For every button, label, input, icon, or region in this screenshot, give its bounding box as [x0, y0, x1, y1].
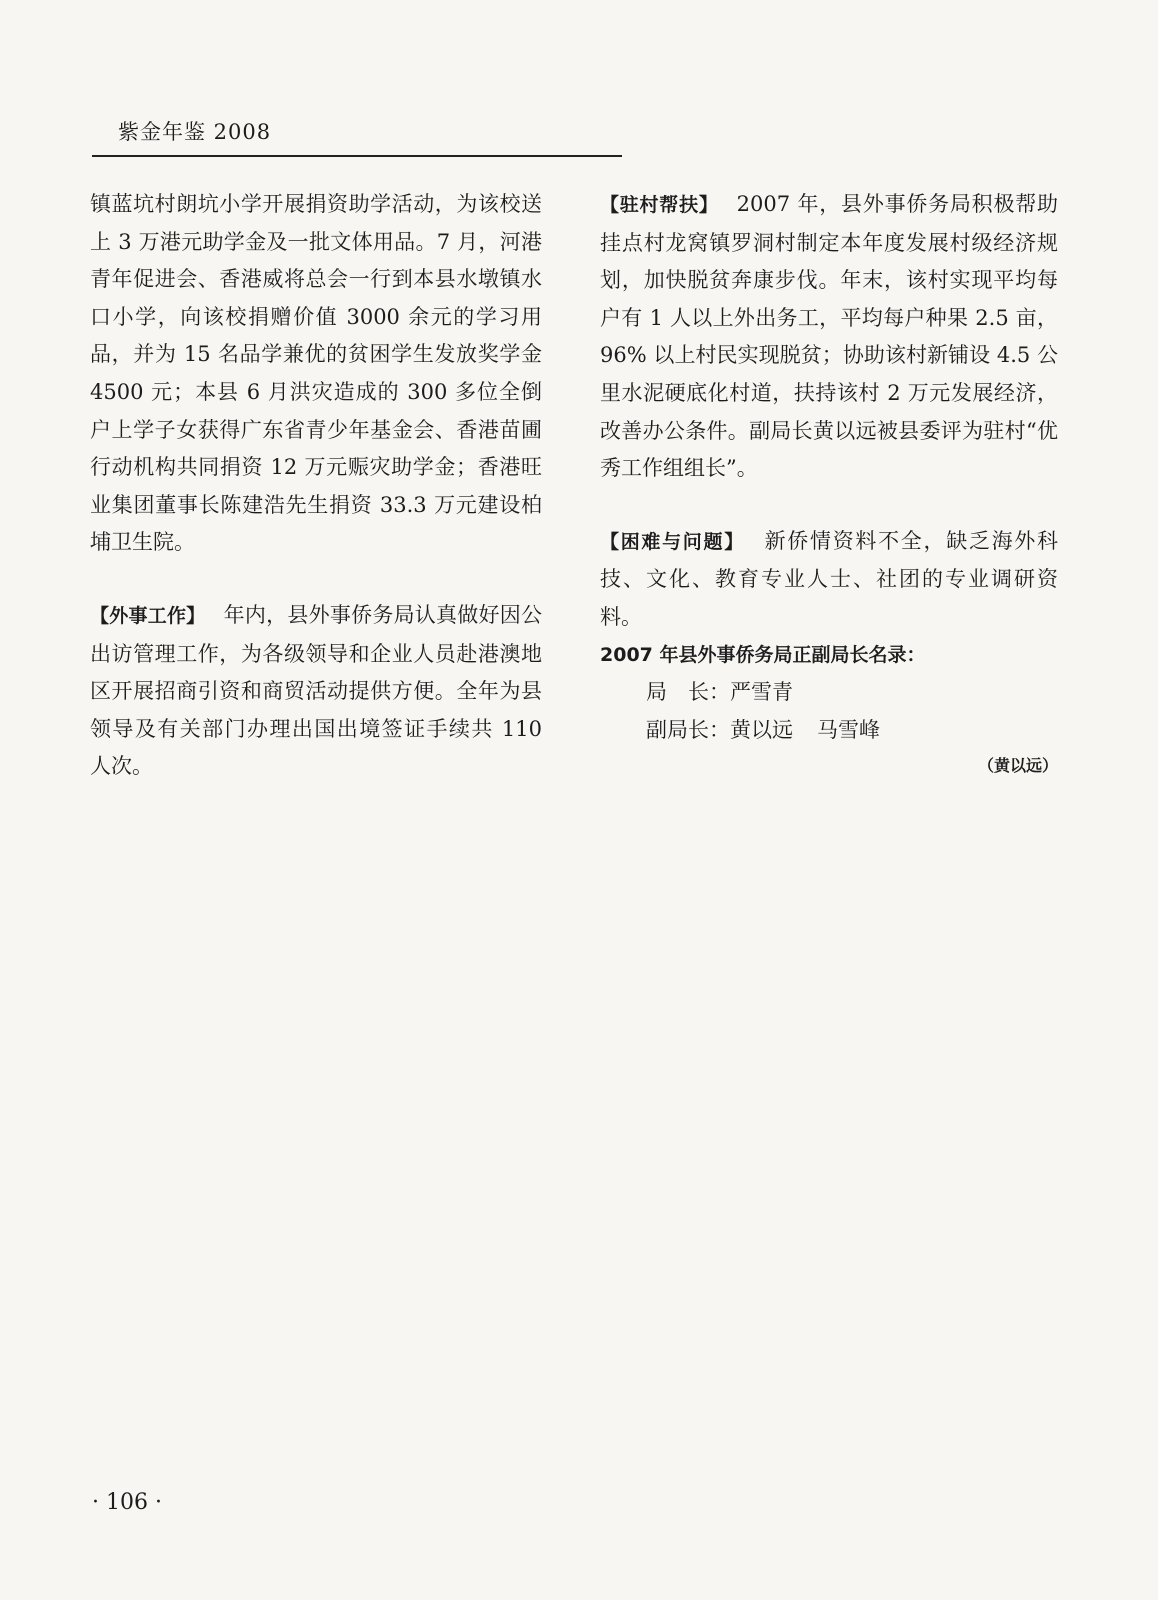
running-header: 紫金年鉴 2008 — [118, 120, 272, 144]
deputy-label: 副局长： — [646, 717, 730, 742]
donation-paragraph: 镇蓝坑村朗坑小学开展捐资助学活动，为该校送上 3 万港元助学金及一批文体用品。7 月，河港青年促进会、香港威将总会一行到本县水墩镇水口小学，向该校捐赠价值 3000 余元的学习用品，并为 15 名品学兼优的贫困学生发放奖学金 4500 元；本县 6 月洪灾造成的 300 多位全倒户上学子女获得广东省青少年基金会、香港苗圃行动机构共同捐资 12 万元赈灾助学金；香港旺业集团董事长陈建浩先生捐资 33.3 万元建设柏埔卫生院。 — [90, 192, 542, 555]
problems-section — [600, 523, 1058, 637]
director-label: 局 长： — [646, 680, 730, 705]
page-number: · 106 · — [92, 1490, 162, 1515]
author-credit: （黄以远） — [977, 756, 1058, 776]
foreign-affairs-tag: 【外事工作】 — [90, 604, 206, 627]
left-column — [90, 186, 542, 786]
problems-tag: 【困难与问题】 — [600, 530, 745, 553]
village-aid-section — [600, 186, 1058, 488]
village-aid-tag: 【驻村帮扶】 — [600, 194, 719, 216]
leaders-list-title: 2007 年县外事侨务局正副局长名录： — [600, 643, 926, 666]
foreign-affairs-section — [90, 597, 542, 786]
director-name: 严雪青 — [730, 680, 793, 705]
director-row — [600, 674, 1058, 712]
deputy-row — [600, 712, 1058, 750]
village-aid-text: 2007 年，县外事侨务局积极帮助挂点村龙窝镇罗洞村制定本年度发展村级经济规划，加快脱贫奔康步伐。年末，该村实现平均每户有 1 人以上外出务工，平均每户种果 2.5 亩，96% 以上村民实现脱贫；协助该村新铺设 4.5 公里水泥硬底化村道，扶持该村 2 万元发展经济，改善办公条件。副局长黄以远被县委评为驻村“优秀工作组组长”。 — [600, 192, 1058, 481]
deputy-name-2: 马雪峰 — [817, 717, 880, 742]
problems-text: 新侨情资料不全，缺乏海外科技、文化、教育专业人士、社团的专业调研资料。 — [600, 528, 1058, 629]
header-rule — [92, 155, 622, 157]
foreign-affairs-text: 年内，县外事侨务局认真做好因公出访管理工作，为各级领导和企业人员赴港澳地区开展招商引资和商贸活动提供方便。全年为县领导及有关部门办理出国出境签证手续共 110 人次。 — [90, 602, 542, 779]
right-column — [600, 186, 1058, 783]
deputy-name-1: 黄以远 — [730, 717, 793, 742]
